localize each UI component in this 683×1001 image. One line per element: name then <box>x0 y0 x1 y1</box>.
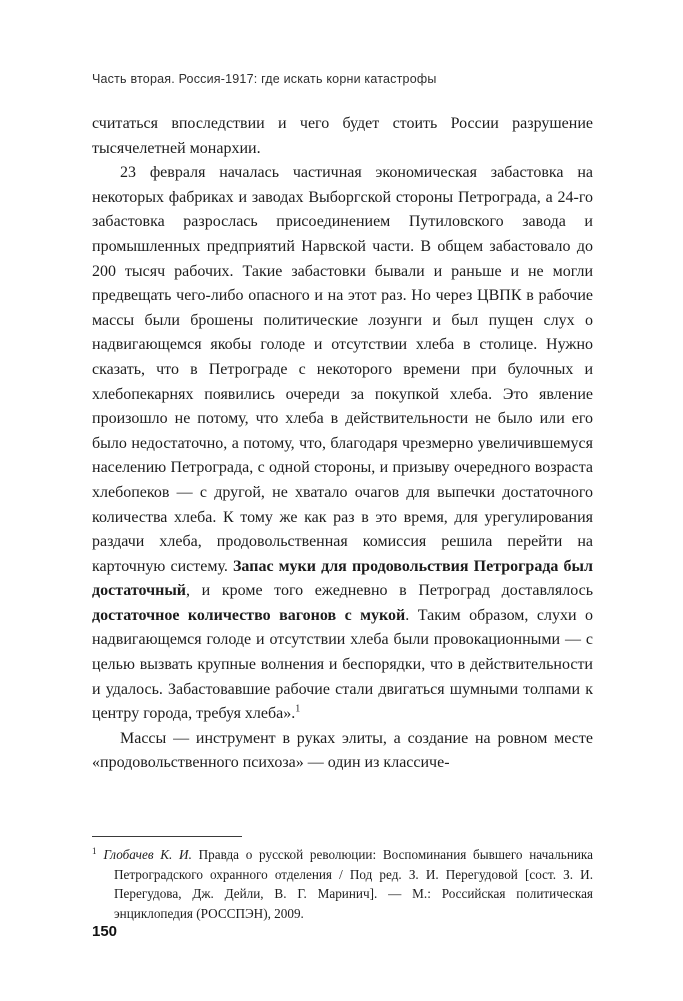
paragraph-strike-quote <box>92 161 593 727</box>
footnote-number: 1 <box>92 845 97 856</box>
bold-emphasis-flour-stock: Запас муки для продовольствия Петрограда был достаточный <box>92 557 594 600</box>
footnote-text: Правда о русской революции: Воспоминания бывшего начальника Петроградского охранного отделения / Под ред. З. И. Перегудовой [сост. З. И. Перегудова, Дж. Дейли, В. Г. Маринич]. — М.: Российская политическая энциклопедия (РОССПЭН), 2009. <box>114 847 593 921</box>
paragraph-continuation: считаться впоследствии и чего будет стоить России разрушение тысячелетней монархии. <box>92 115 593 157</box>
paragraph-text: . Таким образом, слухи о надвигающемся голоде и отсутствии хлеба были провокационными — с целью вызвать крупные волнения и беспорядки, что в действительности и удалось. Забастовавшие рабочие стали двигаться шумными толпами к центру города, требуя хлеба». <box>92 606 593 723</box>
paragraph-text: , и кроме того ежедневно в Петроград доставлялось <box>186 582 593 600</box>
paragraph-text: 23 февраля началась частичная экономическая забастовка на некоторых фабриках и заводах Выборгской стороны Петрограда, а 24-го забастовка разрослась присоединением Путиловского завода и промышленных предприятий Нарвской части. В общем забастовало до 200 тысяч рабочих. Такие забастовки бывали и раньше и не могли предвещать чего-либо опасного и на этот раз. Но через ЦВПК в рабочие массы были брошены политические лозунги и был пущен слух о надвигающемся якобы голоде и отсутствии хлеба в столице. Нужно сказать, что в Петрограде с некоторого времени при булочных и хлебопекарнях появились очереди за покупкой хлеба. Это явление произошло не потому, что хлеба в действительности не было или его было недостаточно, а потому, что, благодаря чрезмерно увеличившемуся населению Петрограда, с одной стороны, и призыву очередного возраста хлебопеков — с другой, не хватало очагов для выпечки достаточного количества хлеба. К тому же как раз в это время, для урегулирования раздачи хлеба, продовольственная комиссия решила перейти на карточную систему. <box>92 164 593 575</box>
body-text <box>92 112 593 776</box>
footnote-reference: 1 <box>295 703 301 715</box>
footnote-separator-rule <box>92 836 242 837</box>
page-number: 150 <box>92 923 118 940</box>
running-head: Часть вторая. Россия-1917: где искать корни катастрофы <box>92 72 437 86</box>
footnote-author: Глобачев К. И. <box>103 847 192 862</box>
bold-emphasis-flour-wagons: достаточное количество вагонов с мукой <box>92 606 406 624</box>
footnote <box>92 845 593 923</box>
paragraph-masses: Массы — инструмент в руках элиты, а создание на ровном месте «продовольственного психоза» — один из классиче- <box>92 729 593 772</box>
